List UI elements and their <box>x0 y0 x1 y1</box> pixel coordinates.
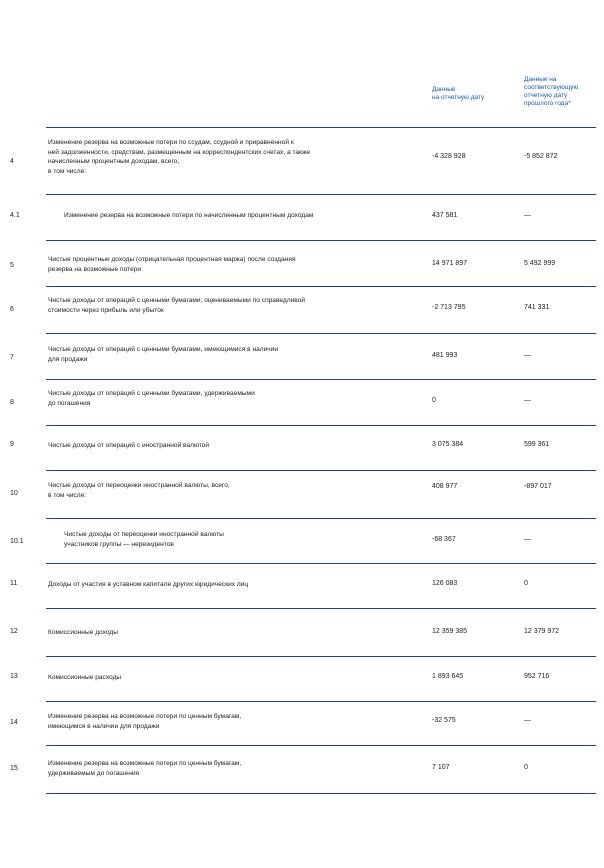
divider <box>46 793 596 794</box>
value-current: -2 713 795 <box>432 304 466 311</box>
row-description <box>48 441 398 451</box>
value-current: 7 107 <box>432 764 450 771</box>
header-line: на отчетную дату <box>432 94 485 101</box>
row-number: 4.1 <box>10 212 20 219</box>
value-current: 1 893 645 <box>432 673 464 680</box>
value-current: -32 575 <box>432 717 456 724</box>
value-previous: — <box>524 717 531 724</box>
value-current: 408 977 <box>432 483 458 490</box>
desc-line: ней задолженности, средствам, размещенным на корреспондентских счетах, а также <box>48 148 311 156</box>
value-current: 12 359 385 <box>432 628 468 635</box>
divider <box>46 240 596 241</box>
value-previous: 0 <box>524 580 528 587</box>
desc-line: Чистые доходы от операций с ценными бумагами, оцениваемыми по справедливой <box>48 297 306 304</box>
row-number: 7 <box>10 354 14 361</box>
value-current: 0 <box>432 397 436 404</box>
divider <box>46 194 596 195</box>
value-previous: — <box>524 212 531 219</box>
header-line: прошлого года* <box>524 100 571 107</box>
desc-line: Чистые доходы от переоценки иностранной валюты <box>64 531 224 538</box>
row-number: 11 <box>10 580 18 587</box>
divider <box>46 701 596 702</box>
header-line: Данные <box>432 86 456 93</box>
desc-line: резерва на возможные потери <box>48 265 142 273</box>
row-description <box>48 296 398 315</box>
header-line: отчетную дату <box>524 92 568 99</box>
divider <box>46 656 596 657</box>
divider <box>46 745 596 746</box>
row-description <box>48 345 398 364</box>
value-current: 3 075 384 <box>432 441 464 448</box>
value-previous: 599 361 <box>524 441 550 448</box>
desc-line: Чистые доходы от операций с ценными бумагами, имеющимися в наличии <box>48 346 279 353</box>
row-number: 13 <box>10 673 18 680</box>
value-previous: — <box>524 397 531 404</box>
row-description <box>48 255 398 274</box>
row-number: 15 <box>10 765 18 772</box>
row-number: 12 <box>10 628 18 635</box>
desc-line: для продажи <box>48 355 88 363</box>
desc-line: имеющимся в наличии для продажи <box>48 722 160 730</box>
desc-line: до погашения <box>48 399 91 407</box>
row-description <box>64 530 394 549</box>
desc-line: Комиссионные доходы <box>48 629 118 636</box>
divider <box>46 425 596 426</box>
row-number: 5 <box>10 262 14 269</box>
value-previous: 12 379 972 <box>524 628 560 635</box>
divider <box>46 127 596 128</box>
divider <box>46 286 596 287</box>
divider <box>46 518 596 519</box>
row-description <box>64 211 394 221</box>
value-previous: 741 331 <box>524 304 550 311</box>
row-description <box>48 759 398 778</box>
divider <box>46 379 596 380</box>
row-description <box>48 580 398 590</box>
divider <box>46 608 596 609</box>
desc-line: Изменение резерва на возможные потери по ссудам, ссудной и приравненной к <box>48 139 294 146</box>
row-description <box>48 389 398 408</box>
desc-line: удерживаемым до погашения <box>48 769 140 777</box>
desc-line: Изменение резерва на возможные потери по ценным бумагам, <box>48 713 242 720</box>
desc-line: Чистые доходы от операций с иностранной валютой <box>48 442 210 449</box>
value-previous: — <box>524 352 531 359</box>
desc-line: Чистые процентные доходы (отрицательная процентная маржа) после создания <box>48 256 296 263</box>
desc-line: Доходы от участия в уставном капитале других юридических лиц <box>48 581 249 588</box>
value-current: -4 328 928 <box>432 153 466 160</box>
desc-line: стоимости через прибыль или убыток <box>48 306 164 314</box>
value-current: 437 581 <box>432 212 458 219</box>
value-previous: — <box>524 536 531 543</box>
row-number: 14 <box>10 719 18 726</box>
row-number: 6 <box>10 306 14 313</box>
divider <box>46 333 596 334</box>
divider <box>46 470 596 471</box>
desc-line: Чистые доходы от операций с ценными бумагами, удерживаемыми <box>48 390 255 397</box>
row-number: 9 <box>10 441 14 448</box>
row-number: 10 <box>10 490 18 497</box>
desc-line: Изменение резерва на возможные потери по ценным бумагам, <box>48 760 242 767</box>
value-current: 126 083 <box>432 580 458 587</box>
desc-line: Комиссионные расходы <box>48 674 122 681</box>
desc-line: в том числе: <box>48 491 87 499</box>
row-description <box>48 481 398 500</box>
row-number: 10.1 <box>10 538 24 545</box>
row-description <box>48 138 398 176</box>
desc-line: в том числе: <box>48 167 87 175</box>
row-number: 4 <box>10 158 14 165</box>
value-previous: -5 852 872 <box>524 153 558 160</box>
desc-line: Изменение резерва на возможные потери по начисленным процентным доходам <box>64 212 314 219</box>
value-previous: -897 017 <box>524 483 552 490</box>
value-current: 14 971 897 <box>432 260 468 267</box>
value-previous: 0 <box>524 764 528 771</box>
row-description <box>48 628 398 638</box>
desc-line: Чистые доходы от переоценки иностранной валюты, всего, <box>48 482 230 489</box>
header-line: соответствующую <box>524 84 579 91</box>
row-number: 8 <box>10 399 14 406</box>
header-current-date <box>432 86 512 102</box>
row-description <box>48 673 398 683</box>
divider <box>46 563 596 564</box>
row-description <box>48 712 398 731</box>
value-current: 481 993 <box>432 352 458 359</box>
header-line: Данные на <box>524 76 557 83</box>
table-header <box>0 76 604 126</box>
value-current: -68 367 <box>432 536 456 543</box>
value-previous: 5 492 999 <box>524 260 556 267</box>
value-previous: 952 716 <box>524 673 550 680</box>
desc-line: начисленным процентным доходам, всего, <box>48 158 180 165</box>
desc-line: участников группы — нерезидентов <box>64 540 174 548</box>
header-previous-year <box>524 76 596 108</box>
